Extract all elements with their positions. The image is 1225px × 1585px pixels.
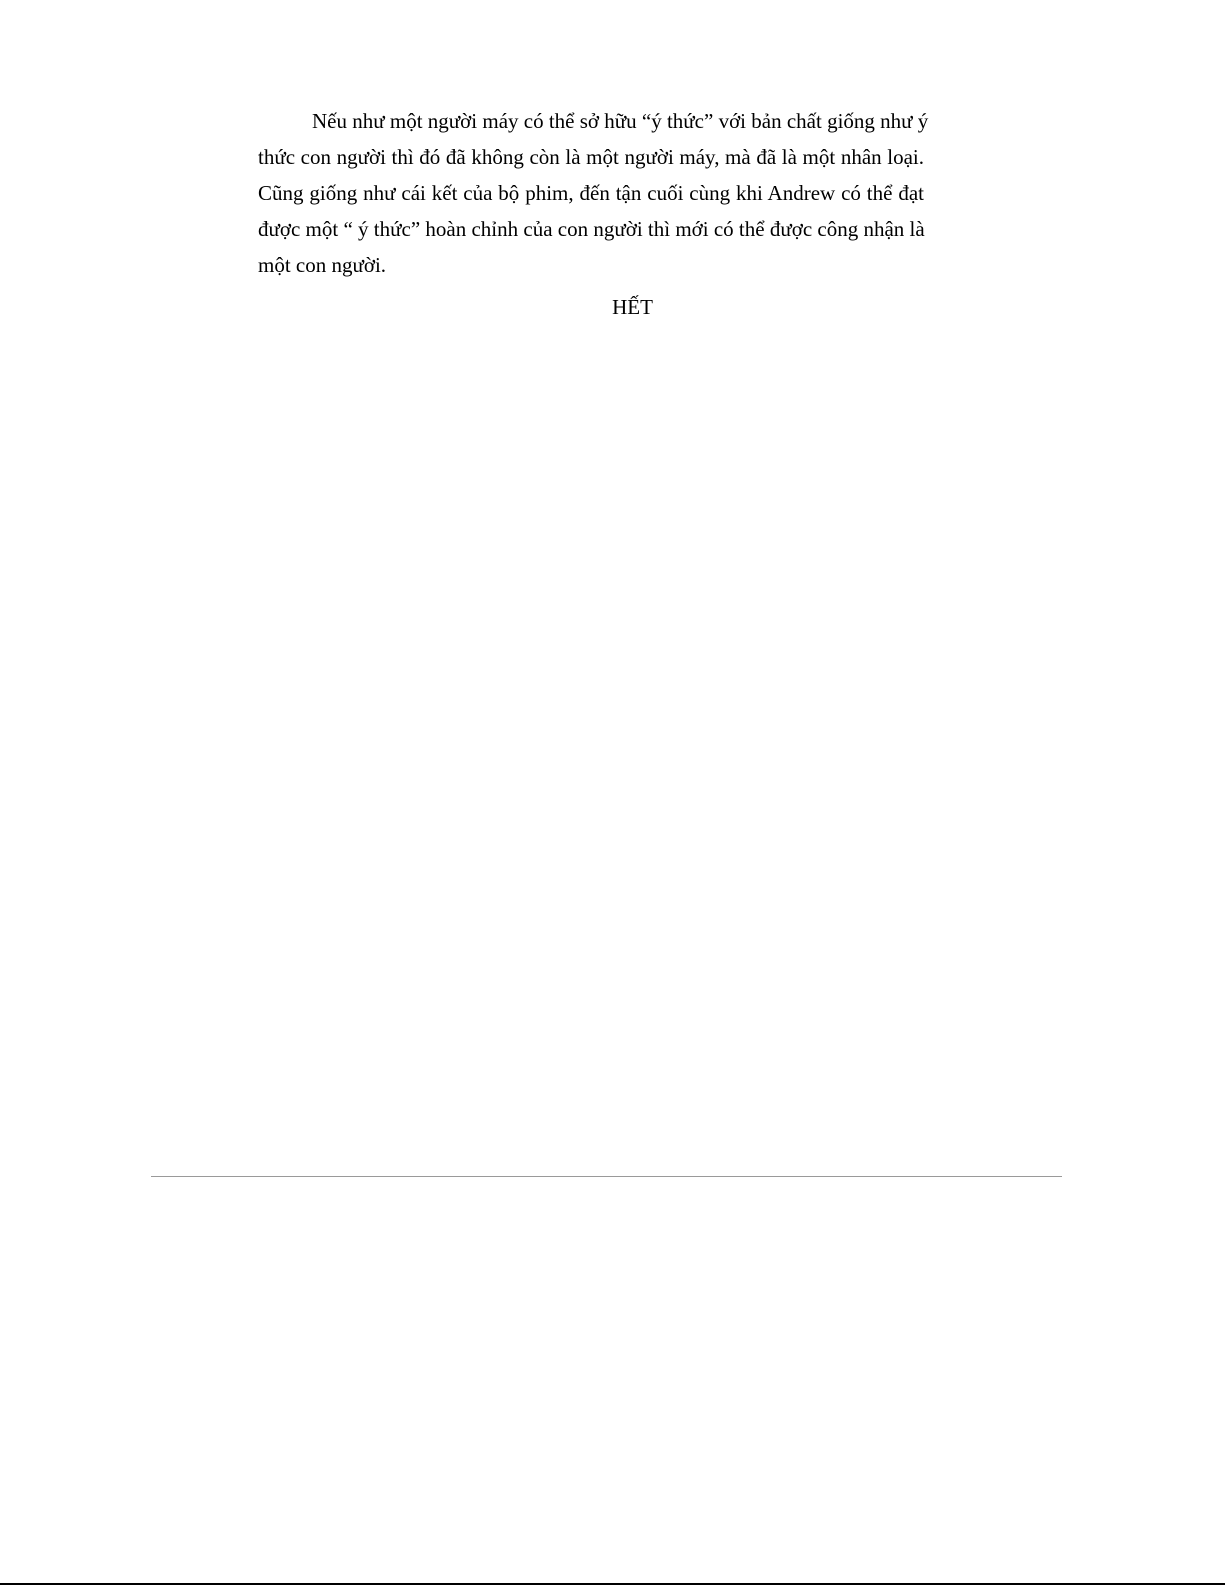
paragraph-line: Nếu như một người máy có thể sở hữu “ý thức” với bản chất giống như ý — [312, 109, 929, 133]
paragraph-line: được một “ ý thức” hoàn chỉnh của con người thì mới có thể được công nhận là — [258, 217, 925, 241]
end-mark: HẾT — [612, 295, 653, 319]
paragraph-line: thức con người thì đó đã không còn là một người máy, mà đã là một nhân loại. — [258, 145, 924, 169]
paragraph-line: một con người. — [258, 253, 387, 277]
body-paragraph — [258, 103, 929, 283]
paragraph-line: Cũng giống như cái kết của bộ phim, đến tận cuối cùng khi Andrew có thể đạt — [258, 181, 924, 205]
page-divider — [151, 1176, 1062, 1177]
